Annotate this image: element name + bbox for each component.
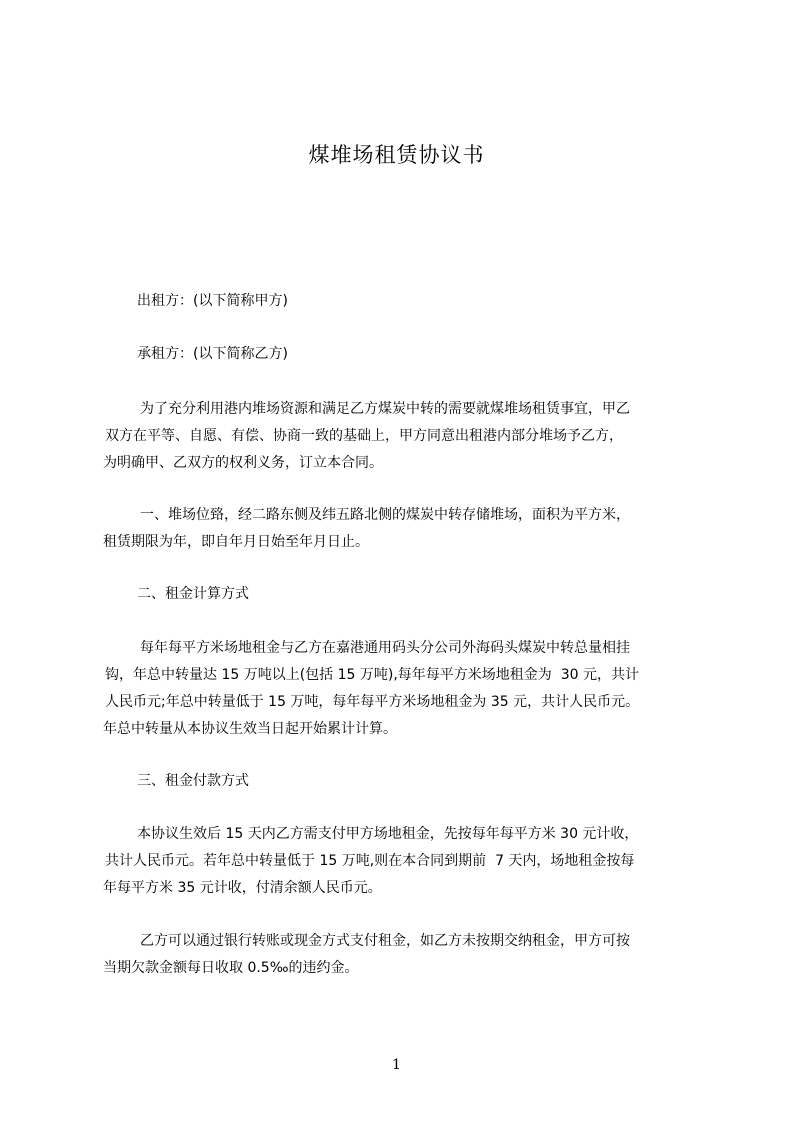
page-number: 1	[392, 1057, 401, 1073]
clause-1-line: 租赁期限为年，即自年月日始至年月日止。	[103, 534, 369, 550]
clause-3-line: 共计人民币元。若年总中转量低于 15 万吨,则在本合同到期前 7 天内，场地租金按每	[105, 853, 635, 869]
clause-3-line: 年每平方米 35 元计收，付清余额人民币元。	[103, 880, 382, 896]
clause-2-line: 每年每平方米场地租金与乙方在嘉港通用码头分公司外海码头煤炭中转总量相挂	[140, 640, 630, 656]
lessor-line: 出租方：(以下简称甲方)	[137, 293, 288, 309]
clause-2-heading: 二、租金计算方式	[137, 586, 249, 602]
clause-2-line: 人民币元;年总中转量低于 15 万吨，每年每平方米场地租金为 35 元，共计人民币元。	[105, 694, 640, 710]
lessee-line: 承租方：(以下简称乙方)	[137, 346, 288, 362]
clause-2-line: 年总中转量从本协议生效当日起开始累计计算。	[103, 721, 397, 737]
clause-3-line: 本协议生效后 15 天内乙方需支付甲方场地租金，先按每年每平方米 30 元计收，	[137, 826, 639, 842]
clause-1-line: 一、堆场位臵，经二路东侧及纬五路北侧的煤炭中转存储堆场，面积为平方米，	[140, 507, 630, 523]
payment-line: 当期欠款金额每日收取 0.5‰的违约金。	[103, 960, 359, 976]
clause-3-heading: 三、租金付款方式	[137, 773, 249, 789]
payment-line: 乙方可以通过银行转账或现金方式支付租金，如乙方未按期交纳租金，甲方可按	[140, 933, 630, 949]
intro-line: 为明确甲、乙双方的权利义务，订立本合同。	[103, 455, 383, 471]
document-title: 煤堆场租赁协议书	[308, 143, 485, 167]
intro-line: 为了充分利用港内堆场资源和满足乙方煤炭中转的需要就煤堆场租赁事宜，甲乙	[140, 401, 630, 417]
intro-line: 双方在平等、自愿、有偿、协商一致的基础上，甲方同意出租港内部分堆场予乙方，	[105, 428, 623, 444]
clause-2-line: 钩，年总中转量达 15 万吨以上(包括 15 万吨),每年每平方米场地租金为 30 元，共计	[105, 667, 639, 683]
